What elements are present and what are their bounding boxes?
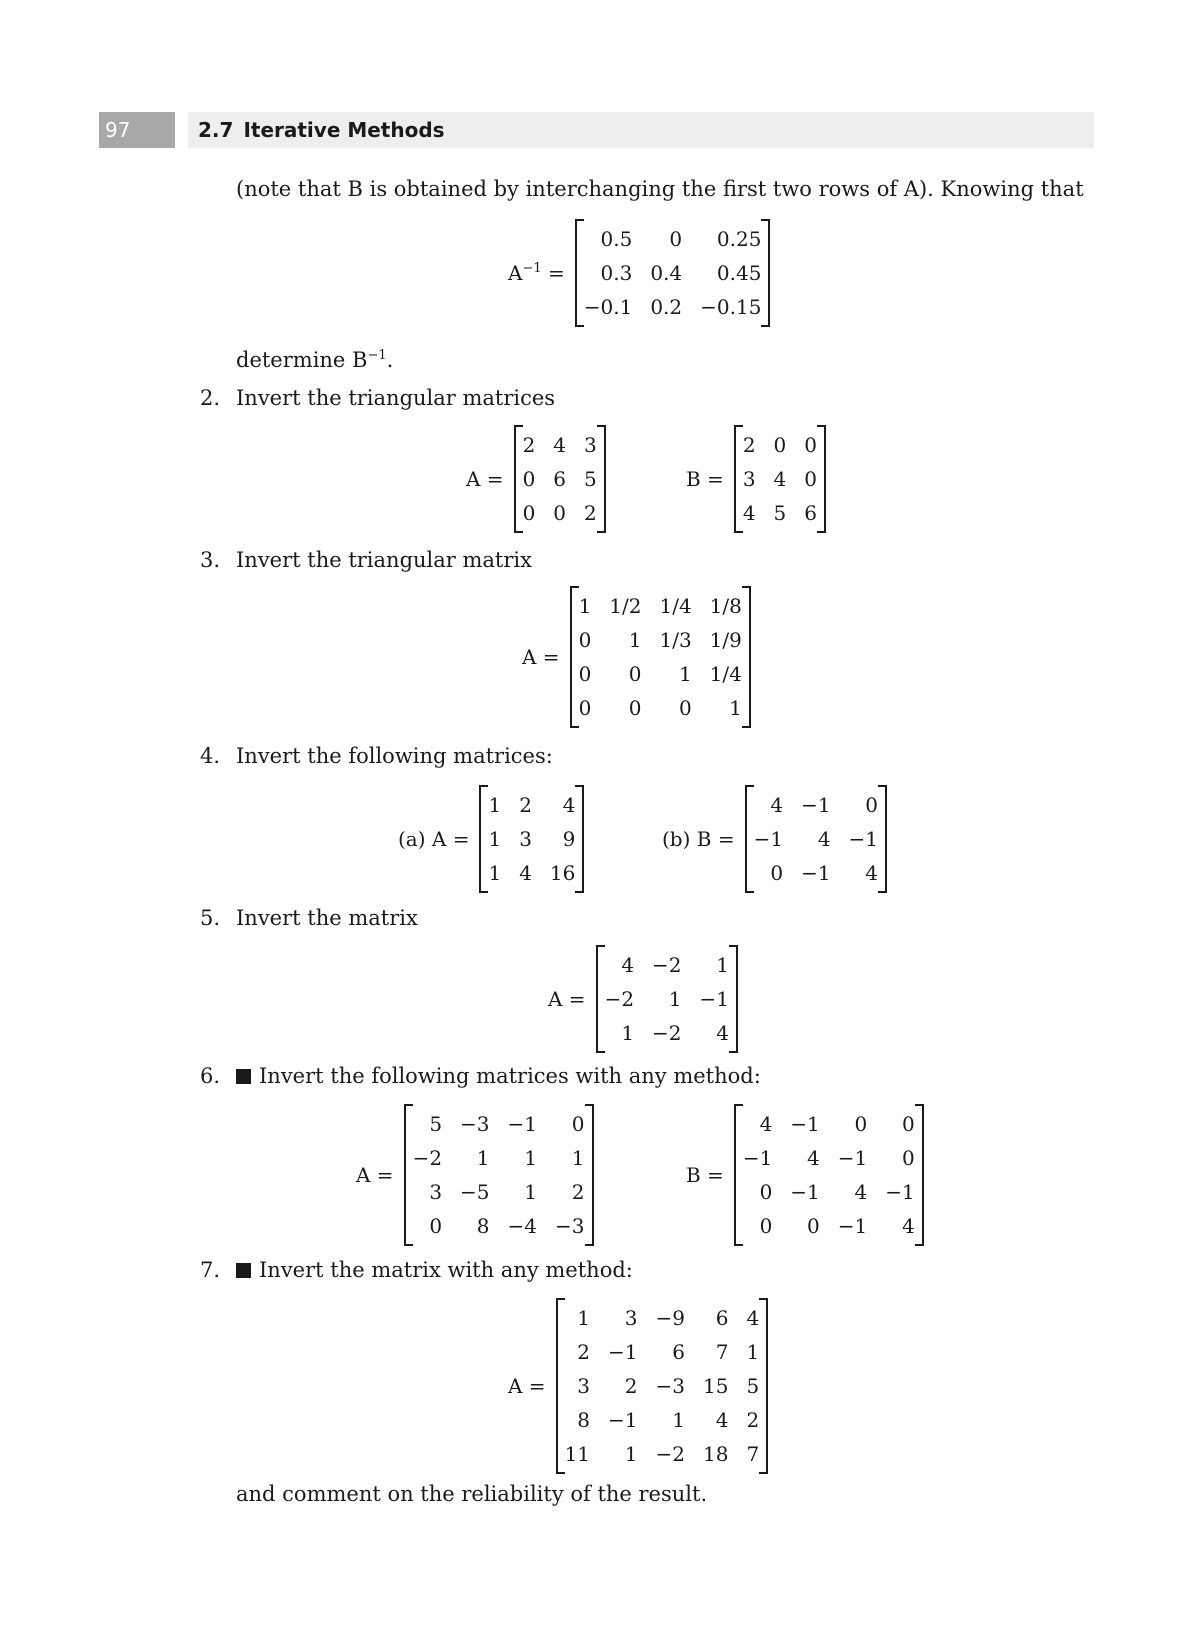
matrix-cell: 0 <box>865 793 879 817</box>
matrix-cell: 1 <box>628 628 642 652</box>
matrix-cell: 1 <box>488 793 502 817</box>
matrix-cell: 1 <box>524 1180 538 1204</box>
matrix-cell: −1 <box>742 1146 773 1170</box>
matrix-cell: −1 <box>790 1180 820 1204</box>
matrix-cell: −1 <box>790 1112 820 1136</box>
matrix-cell: 3 <box>742 467 756 491</box>
matrix-cell: −1 <box>837 1146 868 1170</box>
matrix-cell: 1 <box>621 1021 635 1045</box>
matrix-cell: 0.4 <box>650 261 683 285</box>
matrix-p4-a <box>479 788 584 890</box>
equation-p3-a <box>522 589 751 725</box>
matrix-cell: 9 <box>562 827 576 851</box>
matrix-cell: −5 <box>460 1180 490 1204</box>
matrix-cell: 0 <box>628 662 642 686</box>
problem-text: Invert the following matrices: <box>236 744 553 768</box>
matrix-cell: 1/8 <box>709 594 742 618</box>
matrix-cell: 1/3 <box>659 628 692 652</box>
matrix-cell: 0 <box>669 227 683 251</box>
equation-label: A = <box>466 467 504 491</box>
matrix-cell: 1 <box>668 987 682 1011</box>
matrix-cell: −4 <box>507 1214 538 1238</box>
equation-label: A = <box>508 1374 546 1398</box>
matrix-cell: 1 <box>577 1306 591 1330</box>
matrix-cell: −1 <box>801 861 831 885</box>
matrix-cell: 3 <box>429 1180 443 1204</box>
equation-label: A = <box>548 987 586 1011</box>
equation-p5-a <box>548 948 738 1050</box>
matrix-cell: 1 <box>746 1340 760 1364</box>
equation-label: A = <box>356 1163 394 1187</box>
equation-p7-a <box>508 1301 768 1471</box>
matrix-cell: 1 <box>488 861 502 885</box>
matrix-cell: −1 <box>608 1340 638 1364</box>
problem-text: Invert the triangular matrices <box>236 386 556 410</box>
matrix-cell: 3 <box>624 1306 638 1330</box>
matrix-cell: 0 <box>678 696 692 720</box>
matrix-cell: 1 <box>578 594 592 618</box>
matrix-cell: 2 <box>584 501 597 525</box>
matrix-cell: 6 <box>804 501 818 525</box>
matrix-cell: −1 <box>507 1112 538 1136</box>
matrix-cell: 0.2 <box>650 295 683 319</box>
problem-number: 2. <box>200 386 221 410</box>
determine-text: determine $B^{-1}$. <box>236 348 394 372</box>
matrix-cell: 1/2 <box>609 594 642 618</box>
equation-label: (a) A = <box>398 827 470 851</box>
matrix-p4-b <box>745 788 887 890</box>
matrix-cell: 0 <box>807 1214 820 1238</box>
matrix-cell: 0 <box>773 433 787 457</box>
matrix-cell: 1/9 <box>709 628 742 652</box>
matrix-cell: 1/4 <box>709 662 742 686</box>
matrix-cell: 0.25 <box>716 227 762 251</box>
matrix-cell: −1 <box>801 793 831 817</box>
matrix-cell: 7 <box>715 1340 729 1364</box>
matrix-p6-b <box>734 1107 924 1243</box>
matrix-cell: −2 <box>412 1146 443 1170</box>
matrix-cell: 2 <box>624 1374 638 1398</box>
matrix-cell: 4 <box>759 1112 773 1136</box>
equation-label: A = <box>522 645 560 669</box>
matrix-cell: 4 <box>519 861 532 885</box>
equation-label: (b) B = <box>662 827 735 851</box>
matrix-cell: 6 <box>672 1340 685 1364</box>
matrix-cell: 1/4 <box>659 594 692 618</box>
matrix-cell: 1 <box>624 1442 638 1466</box>
page-header <box>0 112 1200 148</box>
matrix-cell: 0 <box>522 501 536 525</box>
matrix-cell: −0.1 <box>583 295 633 319</box>
matrix-cell: −2 <box>652 1021 682 1045</box>
black-square-icon <box>236 1069 251 1084</box>
matrix-cell: 11 <box>564 1442 591 1466</box>
equation-label: B = <box>686 467 724 491</box>
matrix-cell: 4 <box>553 433 567 457</box>
matrix-cell: 0 <box>628 696 642 720</box>
equation-p2-a <box>466 428 606 530</box>
matrix-cell: 3 <box>577 1374 591 1398</box>
matrix-cell: 1 <box>672 1408 685 1432</box>
matrix-p2-b <box>734 428 826 530</box>
matrix-cell: 0 <box>578 696 592 720</box>
equation-a-inverse <box>508 222 770 324</box>
matrix-cell: 2 <box>742 433 756 457</box>
matrix-cell: 2 <box>519 793 532 817</box>
matrix-cell: −3 <box>460 1112 490 1136</box>
problem-number: 4. <box>200 744 221 768</box>
matrix-cell: 8 <box>476 1214 490 1238</box>
matrix-cell: 0 <box>578 628 592 652</box>
matrix-cell: 4 <box>902 1214 915 1238</box>
black-square-icon <box>236 1263 251 1278</box>
matrix-cell: −2 <box>652 953 682 977</box>
matrix-cell: 0.45 <box>716 261 762 285</box>
matrix-cell: 0 <box>759 1180 773 1204</box>
matrix-cell: 4 <box>621 953 635 977</box>
matrix-cell: 4 <box>770 793 784 817</box>
matrix-cell: 3 <box>584 433 597 457</box>
matrix-cell: −1 <box>699 987 730 1011</box>
problem-number: 3. <box>200 548 221 572</box>
matrix-cell: 0.3 <box>600 261 633 285</box>
matrix-cell: 3 <box>519 827 532 851</box>
matrix-cell: 4 <box>817 827 831 851</box>
matrix-cell: 4 <box>773 467 787 491</box>
matrix-cell: 0 <box>804 433 818 457</box>
equation-label: B = <box>686 1163 724 1187</box>
matrix-cell: 1 <box>476 1146 490 1170</box>
matrix-cell: −1 <box>848 827 879 851</box>
equation-label: $A^{-1}$ = <box>508 261 565 285</box>
matrix-p6-a <box>404 1107 594 1243</box>
problem-number: 7. <box>200 1258 221 1282</box>
matrix-p5-a <box>596 948 738 1050</box>
matrix-cell: 4 <box>865 861 879 885</box>
matrix-a-inverse <box>575 222 771 324</box>
matrix-cell: 5 <box>429 1112 443 1136</box>
matrix-p3-a <box>570 589 751 725</box>
problem-number: 6. <box>200 1064 221 1088</box>
matrix-cell: −0.15 <box>700 295 762 319</box>
matrix-cell: −3 <box>555 1214 585 1238</box>
matrix-cell: 5 <box>584 467 597 491</box>
matrix-cell: 4 <box>746 1306 760 1330</box>
problem-text: Invert the matrix with any method: <box>236 1256 633 1284</box>
matrix-cell: 2 <box>746 1408 760 1432</box>
matrix-cell: 0 <box>578 662 592 686</box>
matrix-cell: 15 <box>702 1374 729 1398</box>
problem-number: 5. <box>200 906 221 930</box>
matrix-cell: −2 <box>604 987 635 1011</box>
matrix-cell: 1 <box>678 662 692 686</box>
matrix-cell: 6 <box>715 1306 729 1330</box>
matrix-cell: −1 <box>885 1180 915 1204</box>
page-number: 97 <box>99 112 175 148</box>
section-number: 2.7 <box>198 118 234 142</box>
matrix-cell: 0 <box>571 1112 585 1136</box>
matrix-cell: 1 <box>571 1146 585 1170</box>
matrix-cell: 7 <box>746 1442 760 1466</box>
matrix-cell: 4 <box>742 501 756 525</box>
matrix-cell: 0 <box>522 467 536 491</box>
matrix-cell: 4 <box>562 793 576 817</box>
matrix-cell: 2 <box>571 1180 585 1204</box>
matrix-cell: 6 <box>553 467 567 491</box>
matrix-cell: 18 <box>702 1442 729 1466</box>
matrix-cell: 4 <box>807 1146 820 1170</box>
equation-p6-a <box>356 1107 594 1243</box>
matrix-cell: 1 <box>524 1146 538 1170</box>
matrix-cell: −3 <box>655 1374 685 1398</box>
equation-p2-b <box>686 428 826 530</box>
matrix-cell: 4 <box>715 1408 729 1432</box>
matrix-cell: 0 <box>759 1214 773 1238</box>
matrix-cell: 4 <box>716 1021 730 1045</box>
matrix-cell: 16 <box>549 861 576 885</box>
matrix-cell: 0 <box>854 1112 868 1136</box>
equation-p6-b <box>686 1107 924 1243</box>
matrix-cell: 2 <box>522 433 536 457</box>
matrix-cell: 0 <box>770 861 784 885</box>
intro-text: (note that B is obtained by interchanging the first two rows of A). Knowing that <box>236 177 1084 201</box>
matrix-cell: 0 <box>902 1112 915 1136</box>
problem-text: Invert the following matrices with any method: <box>236 1062 761 1090</box>
matrix-cell: −1 <box>753 827 784 851</box>
problem-text: Invert the matrix <box>236 906 418 930</box>
matrix-cell: 8 <box>577 1408 591 1432</box>
matrix-cell: 2 <box>577 1340 591 1364</box>
matrix-cell: 5 <box>746 1374 760 1398</box>
matrix-cell: −1 <box>837 1214 868 1238</box>
section-title: Iterative Methods <box>243 118 445 142</box>
matrix-cell: 1 <box>729 696 742 720</box>
matrix-cell: 0 <box>804 467 818 491</box>
matrix-cell: −1 <box>608 1408 638 1432</box>
matrix-cell: 1 <box>716 953 730 977</box>
equation-p4-b <box>662 788 887 890</box>
matrix-cell: 5 <box>773 501 787 525</box>
equation-p4-a <box>398 788 584 890</box>
matrix-cell: 0 <box>553 501 567 525</box>
matrix-cell: 0 <box>429 1214 443 1238</box>
problem-text: Invert the triangular matrix <box>236 548 532 572</box>
matrix-cell: 1 <box>488 827 502 851</box>
closing-text: and comment on the reliability of the result. <box>236 1482 708 1506</box>
matrix-cell: −2 <box>655 1442 685 1466</box>
matrix-p2-a <box>514 428 606 530</box>
matrix-cell: 0.5 <box>600 227 633 251</box>
matrix-cell: −9 <box>655 1306 685 1330</box>
matrix-cell: 4 <box>854 1180 868 1204</box>
matrix-p7-a <box>556 1301 769 1471</box>
matrix-cell: 0 <box>902 1146 915 1170</box>
section-heading <box>188 112 1094 148</box>
